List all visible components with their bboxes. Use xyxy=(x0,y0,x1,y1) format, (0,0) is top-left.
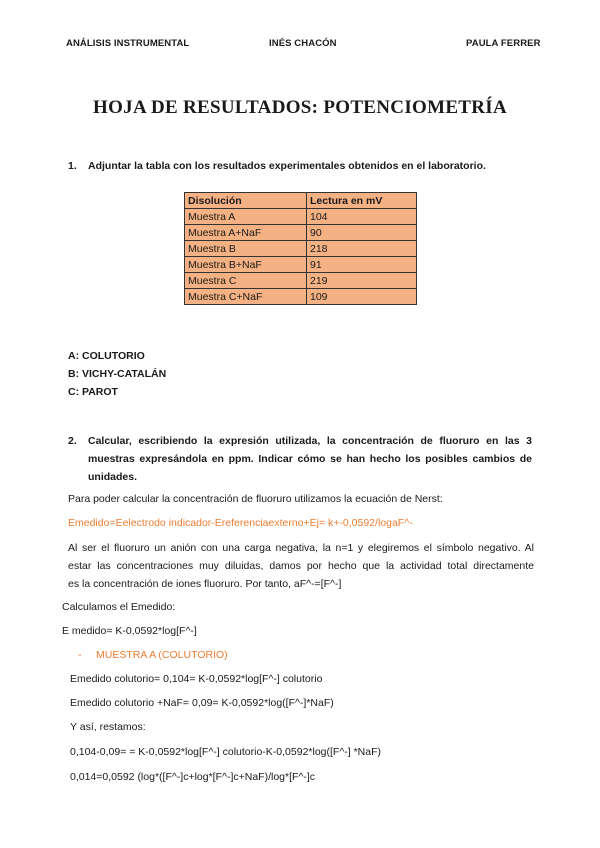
page-title: HOJA DE RESULTADOS: POTENCIOMETRÍA xyxy=(92,97,508,118)
calc-heading: Calculamos el Emedido: xyxy=(62,601,176,613)
equation-line: Y así, restamos: xyxy=(70,721,146,733)
equation-line: Emedido colutorio +NaF= 0,09= K-0,0592*log([F^-]*NaF) xyxy=(70,697,334,709)
table-cell: 109 xyxy=(307,289,417,305)
bullet-marker: - xyxy=(78,649,82,661)
table-header-cell: Disolución xyxy=(185,193,307,209)
table-cell: Muestra A+NaF xyxy=(185,225,307,241)
table-cell: 219 xyxy=(307,273,417,289)
equation-line: Emedido colutorio= 0,104= K-0,0592*log[F^-] colutorio xyxy=(70,673,323,685)
label-sample-c: C: PAROT xyxy=(68,386,118,398)
table-row xyxy=(185,225,417,241)
question-2-number: 2. xyxy=(68,435,77,447)
table-cell: Muestra A xyxy=(185,209,307,225)
table-cell: 91 xyxy=(307,257,417,273)
explanation-line: Al ser el fluoruro un anión con una carga negativa, la n=1 y elegiremos el símbolo negativo. Al xyxy=(68,542,534,554)
question-2 xyxy=(68,432,538,488)
label-sample-b: B: VICHY-CATALÁN xyxy=(68,368,167,380)
intro-paragraph: Para poder calcular la concentración de fluoruro utilizamos la ecuación de Nerst: xyxy=(68,493,443,505)
question-2-line: Calcular, escribiendo la expresión utilizada, la concentración de fluoruro en las 3 xyxy=(88,435,532,447)
header-course: ANÁLISIS INSTRUMENTAL xyxy=(66,38,190,49)
table-cell: Muestra B+NaF xyxy=(185,257,307,273)
table-cell: Muestra B xyxy=(185,241,307,257)
section-muestra-a: MUESTRA A (COLUTORIO) xyxy=(96,649,228,661)
table-cell: 104 xyxy=(307,209,417,225)
table-cell: Muestra C+NaF xyxy=(185,289,307,305)
question-2-line: unidades. xyxy=(88,471,138,483)
explanation-line: es la concentración de iones fluoruro. Por tanto, aF^-=[F^-] xyxy=(68,578,342,590)
table-row xyxy=(185,209,417,225)
table-row xyxy=(185,257,417,273)
label-sample-a: A: COLUTORIO xyxy=(68,350,145,362)
question-1-text: Adjuntar la tabla con los resultados experimentales obtenidos en el laboratorio. xyxy=(88,160,486,172)
table-cell: 218 xyxy=(307,241,417,257)
table-row xyxy=(185,241,417,257)
results-table xyxy=(184,192,417,305)
equation-line: 0,014=0,0592 (log*([F^-]c+log*[F^-]c+NaF)/log*[F^-]c xyxy=(70,771,316,783)
explanation-line: estar las concentraciones muy diluidas, damos por hecho que la actividad total directamente xyxy=(68,560,534,572)
equation-line: 0,104-0,09= = K-0,0592*log[F^-] colutorio-K-0,0592*log([F^-] *NaF) xyxy=(70,746,382,758)
question-2-text xyxy=(88,432,532,486)
table-cell: Muestra C xyxy=(185,273,307,289)
table-row xyxy=(185,273,417,289)
table-header-cell: Lectura en mV xyxy=(307,193,417,209)
calc-formula: E medido= K-0,0592*log[F^-] xyxy=(62,625,197,637)
question-2-line: muestras expresándola en ppm. Indicar cómo se han hecho los posibles cambios de xyxy=(88,453,532,465)
header-author-1: INÉS CHACÓN xyxy=(269,38,337,49)
header-author-2: PAULA FERRER xyxy=(466,38,541,49)
nernst-equation: Emedido=Eelectrodo indicador-Ereferenciaexterno+Ej= k+-0,0592/logaF^- xyxy=(68,517,413,529)
table-row xyxy=(185,289,417,305)
table-cell: 90 xyxy=(307,225,417,241)
question-1-number: 1. xyxy=(68,160,77,172)
explanation-paragraph xyxy=(68,539,534,593)
table-header-row xyxy=(185,193,417,209)
